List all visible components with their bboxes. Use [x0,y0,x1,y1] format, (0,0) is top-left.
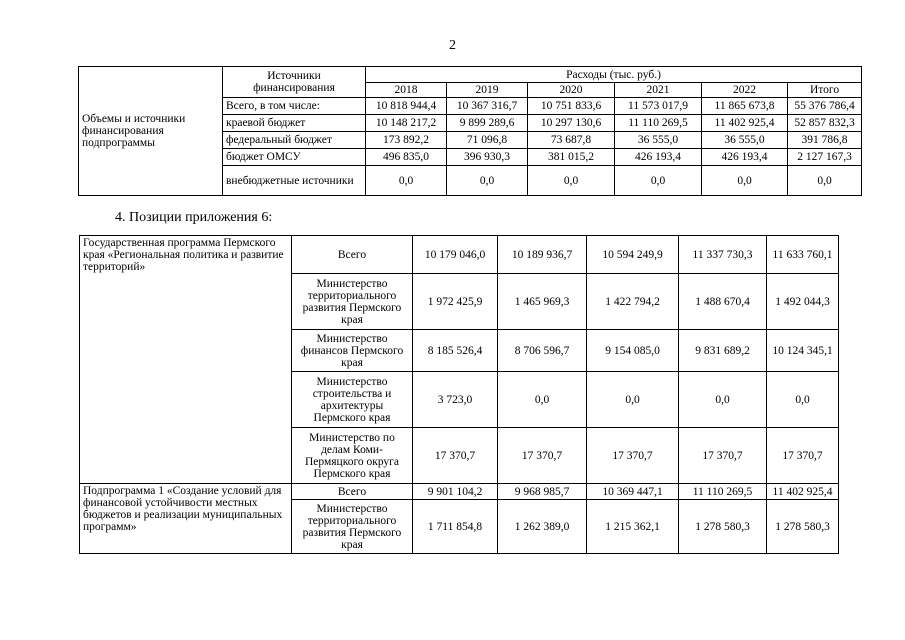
value-cell: 10 189 936,7 [498,236,587,274]
value-cell: 11 110 269,5 [679,484,767,500]
value-cell: 11 402 925,4 [767,484,839,500]
value-cell: 426 193,4 [615,149,702,166]
value-cell: 11 110 269,5 [615,115,702,132]
value-cell: 3 723,0 [413,372,498,428]
value-cell: 17 370,7 [679,428,767,484]
value-cell: 1 972 425,9 [413,274,498,330]
program-name: Государственная программа Пермского края «Региональная политика и развитие территорий» [80,236,292,484]
value-cell: 17 370,7 [587,428,679,484]
year-header: 2019 [447,83,528,98]
value-cell: 0,0 [679,372,767,428]
page-number: 2 [449,38,456,53]
value-cell: 426 193,4 [702,149,788,166]
value-cell: 36 555,0 [615,132,702,149]
value-cell: 10 297 130,6 [528,115,615,132]
org-label: Министерство финансов Пермского края [292,330,413,372]
value-cell: 1 278 580,3 [767,500,839,554]
value-cell: 391 786,8 [788,132,862,149]
value-cell: 10 367 316,7 [447,98,528,115]
value-cell: 10 594 249,9 [587,236,679,274]
year-header: 2021 [615,83,702,98]
value-cell: 55 376 786,4 [788,98,862,115]
program-name: Подпрограмма 1 «Создание условий для финансовой устойчивости местных бюджетов и реализации муниципальных программ» [80,484,292,554]
source-label: краевой бюджет [223,115,366,132]
value-cell: 10 148 217,2 [366,115,447,132]
value-cell: 1 278 580,3 [679,500,767,554]
value-cell: 0,0 [498,372,587,428]
value-cell: 10 818 944,4 [366,98,447,115]
org-label: Всего [292,484,413,500]
value-cell: 10 369 447,1 [587,484,679,500]
expenses-header: Расходы (тыс. руб.) [366,67,862,83]
year-header: 2018 [366,83,447,98]
value-cell: 17 370,7 [767,428,839,484]
org-label: Министерство территориального развития Пермского края [292,274,413,330]
value-cell: 11 633 760,1 [767,236,839,274]
value-cell: 52 857 832,3 [788,115,862,132]
value-cell: 71 096,8 [447,132,528,149]
value-cell: 17 370,7 [498,428,587,484]
value-cell: 173 892,2 [366,132,447,149]
source-label: бюджет ОМСУ [223,149,366,166]
value-cell: 11 402 925,4 [702,115,788,132]
value-cell: 8 185 526,4 [413,330,498,372]
value-cell: 0,0 [587,372,679,428]
value-cell: 0,0 [615,166,702,196]
value-cell: 11 337 730,3 [679,236,767,274]
value-cell: 9 899 289,6 [447,115,528,132]
value-cell: 396 930,3 [447,149,528,166]
year-header: 2022 [702,83,788,98]
source-label: федеральный бюджет [223,132,366,149]
table-row [80,484,839,500]
org-label: Министерство строительства и архитектуры Пермского края [292,372,413,428]
value-cell: 0,0 [528,166,615,196]
funding-row-label: Объемы и источники финансирования подпрограммы [79,67,223,196]
value-cell: 1 488 670,4 [679,274,767,330]
org-label: Министерство территориального развития Пермского края [292,500,413,554]
value-cell: 9 831 689,2 [679,330,767,372]
appendix-table [79,235,839,554]
section-heading: 4. Позиции приложения 6: [115,210,273,225]
value-cell: 9 968 985,7 [498,484,587,500]
value-cell: 0,0 [788,166,862,196]
value-cell: 381 015,2 [528,149,615,166]
value-cell: 11 865 673,8 [702,98,788,115]
value-cell: 11 573 017,9 [615,98,702,115]
org-label: Всего [292,236,413,274]
value-cell: 1 422 794,2 [587,274,679,330]
value-cell: 0,0 [767,372,839,428]
value-cell: 496 835,0 [366,149,447,166]
value-cell: 0,0 [447,166,528,196]
source-label: Всего, в том числе: [223,98,366,115]
source-label: внебюджетные источники [223,166,366,196]
total-header: Итого [788,83,862,98]
value-cell: 9 154 085,0 [587,330,679,372]
value-cell: 1 711 854,8 [413,500,498,554]
value-cell: 10 124 345,1 [767,330,839,372]
value-cell: 9 901 104,2 [413,484,498,500]
sources-header: Источники финансирования [223,67,366,98]
year-header: 2020 [528,83,615,98]
value-cell: 36 555,0 [702,132,788,149]
value-cell: 2 127 167,3 [788,149,862,166]
org-label: Министерство по делам Коми-Пермяцкого округа Пермского края [292,428,413,484]
value-cell: 0,0 [702,166,788,196]
value-cell: 10 179 046,0 [413,236,498,274]
value-cell: 10 751 833,6 [528,98,615,115]
value-cell: 1 492 044,3 [767,274,839,330]
value-cell: 1 465 969,3 [498,274,587,330]
value-cell: 8 706 596,7 [498,330,587,372]
value-cell: 1 262 389,0 [498,500,587,554]
funding-table [78,66,862,196]
value-cell: 1 215 362,1 [587,500,679,554]
table-row [80,236,839,274]
value-cell: 73 687,8 [528,132,615,149]
value-cell: 17 370,7 [413,428,498,484]
value-cell: 0,0 [366,166,447,196]
